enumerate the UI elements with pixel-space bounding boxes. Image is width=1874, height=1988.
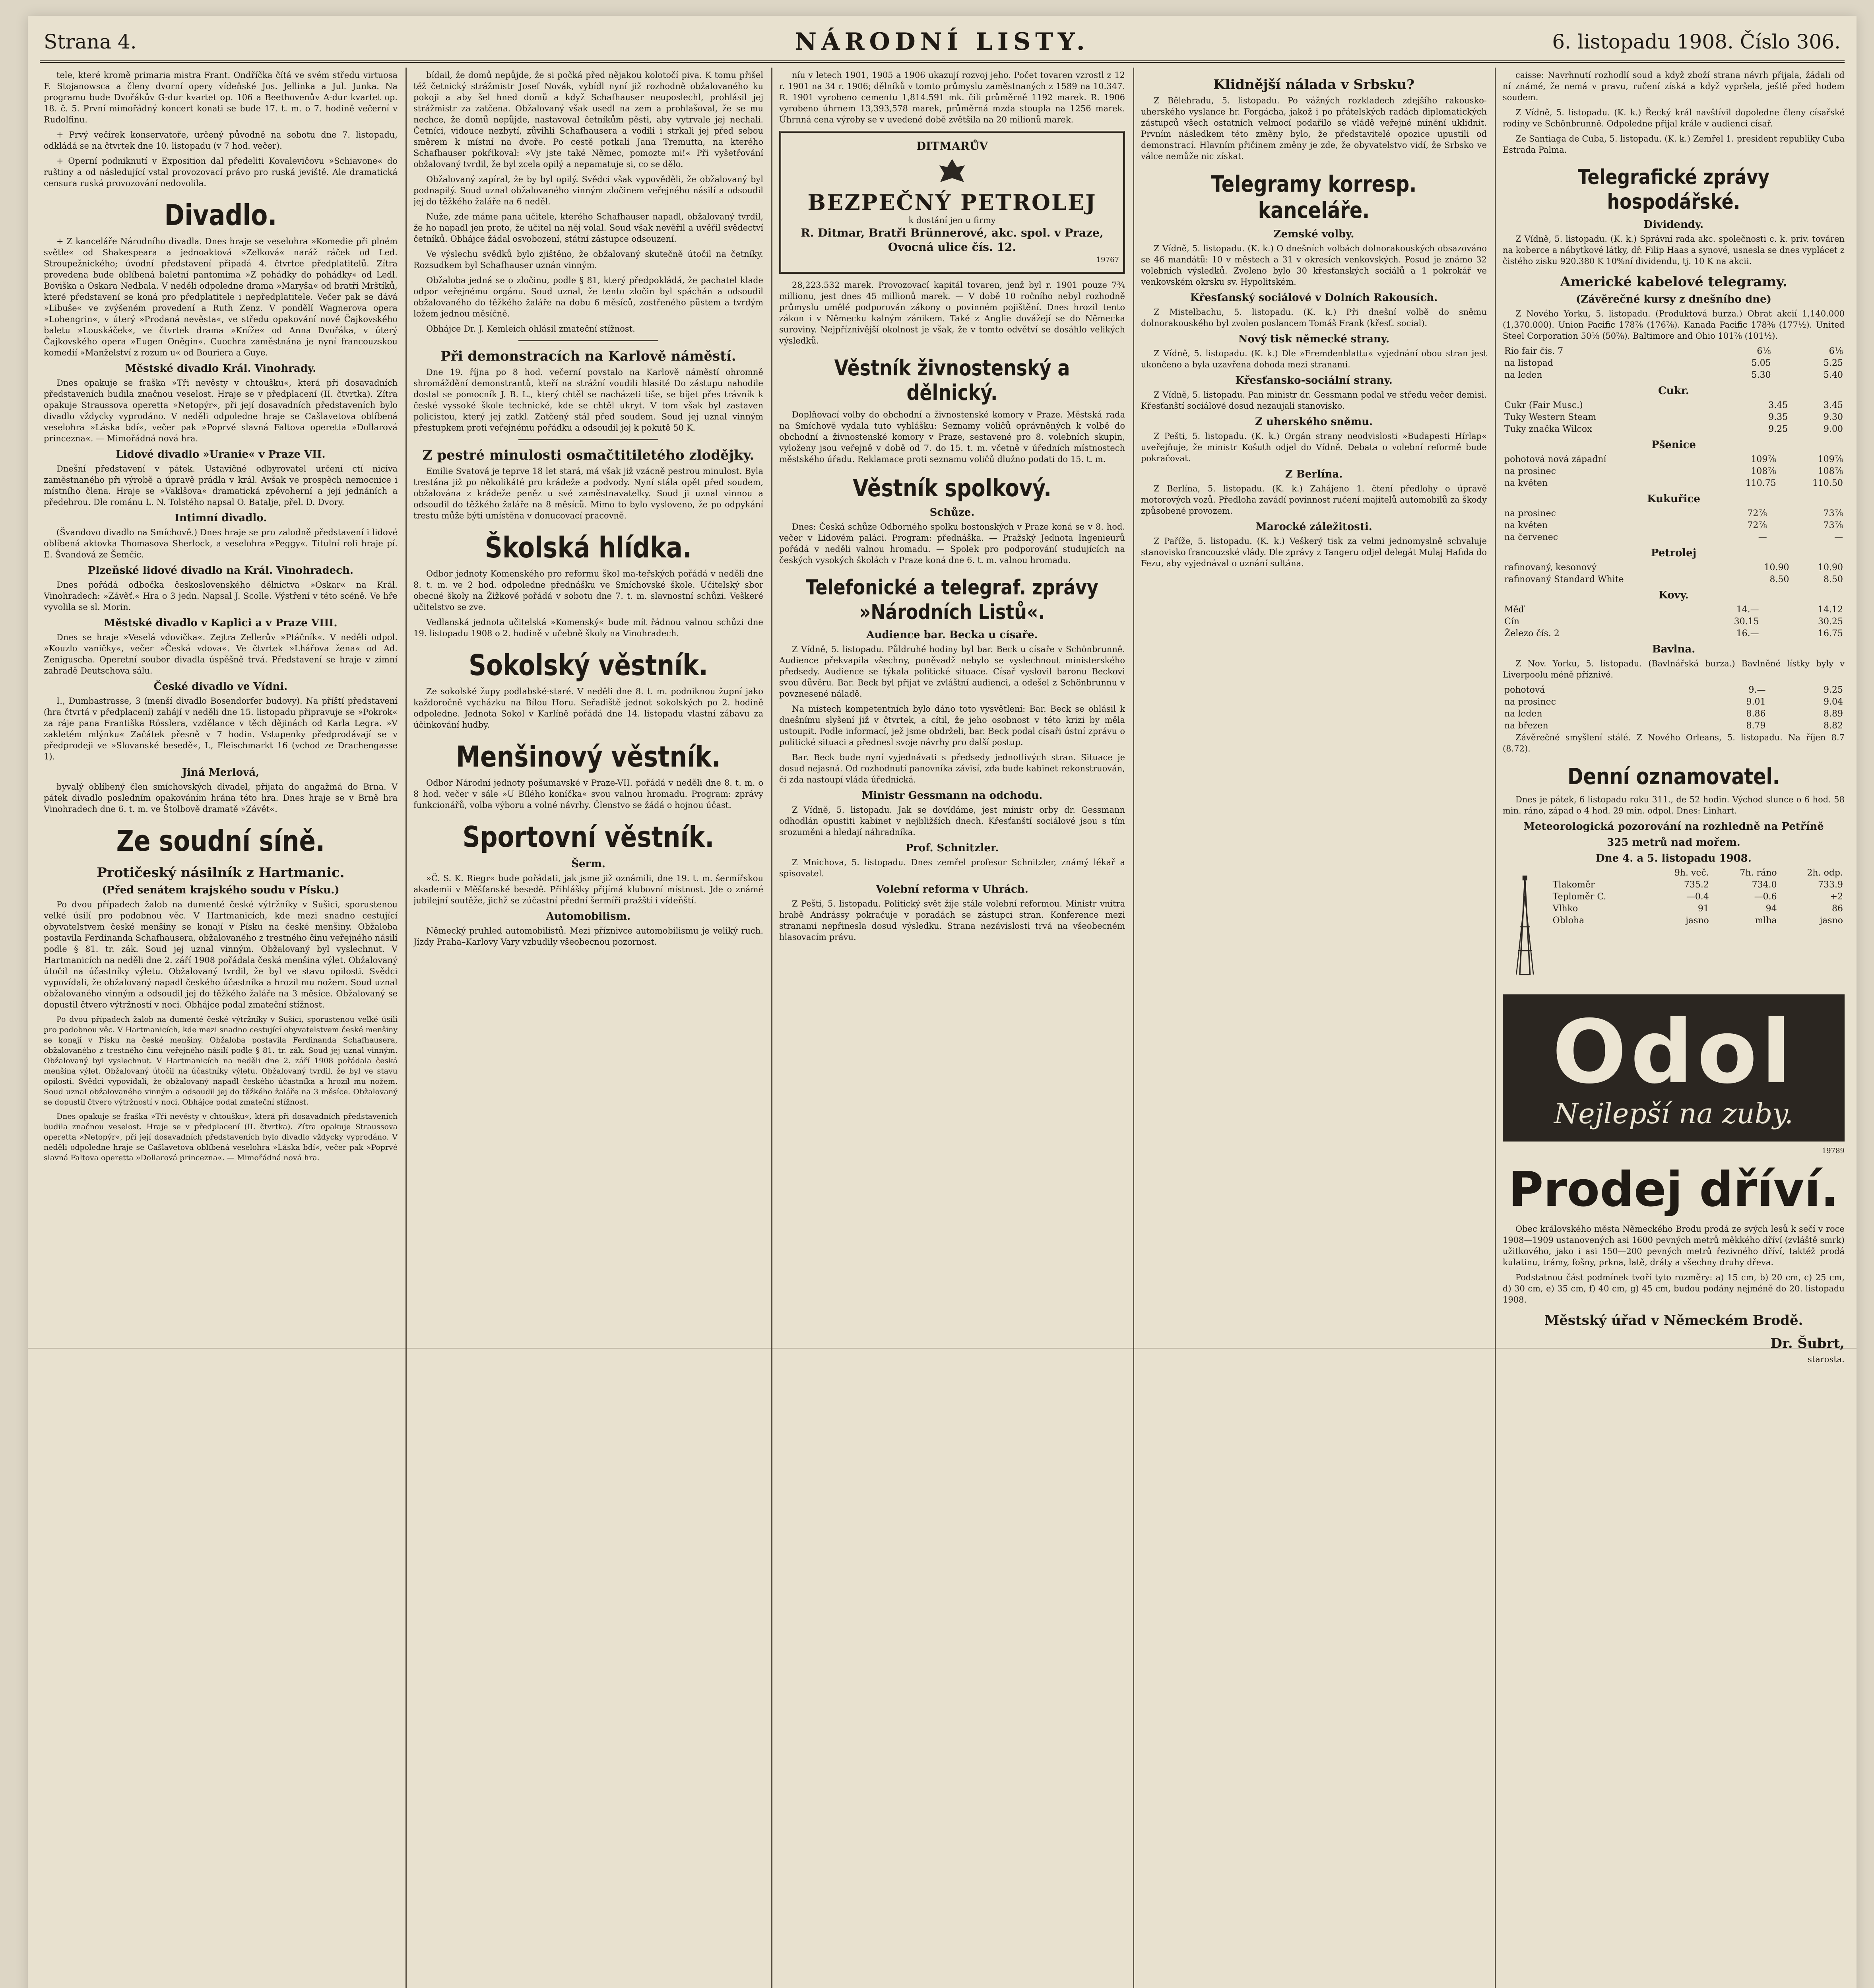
row-label: Vlhko — [1552, 904, 1578, 914]
meteo-block — [1503, 867, 1845, 986]
article-text: Ve výslechu svědků bylo zjištěno, že obžalovaný skutečně útočil na četníky. Rozsudkem byl Schafhauser uznán vinným. — [413, 249, 763, 270]
article-text: Vedlanská jednota učitelská »Komenský« bude mít řádnou valnou schůzi dne 19. listopadu 1908 o 2. hodině v učebně školy na Vinohradech. — [413, 617, 763, 638]
article-text: + Prvý večírek konservatoře, určený původně na sobotu dne 7. listopadu, odkládá se na čtvrtek dne 10. listopadu (v 7 hod. večer). — [44, 130, 398, 151]
row-value: 8.89 — [1824, 709, 1843, 719]
row-value: 10.90 — [1818, 563, 1843, 573]
article-heading: Z pestré minulosti osmačtitiletého zlodějky. — [422, 447, 755, 463]
market-heading: Petrolej — [1651, 547, 1697, 559]
eagle-emblem-icon — [936, 156, 968, 188]
row-label: Cín — [1504, 617, 1520, 627]
section-heading-mensin: Menšinový věstník. — [456, 740, 721, 773]
article-text: Ze sokolské župy podlabské-staré. V neděli dne 8. t. m. podniknou župní jako každoročně vycházku na Bílou Horu. Seřadiště jednot sokolských po 2. hodině odpoledne. Jednota Sokol v Karlíně pořádá dne 14. listopadu vlastní zábavu za účinkování hudby. — [413, 687, 763, 730]
row-value: jasno — [1686, 916, 1709, 926]
row-value: 733.9 — [1818, 880, 1843, 890]
row-label: na květen — [1504, 520, 1548, 530]
article-heading: Jiná Merlová, — [182, 767, 260, 779]
article-text: Z Mistelbachu, 5. listopadu. (K. k.) Při dnešní volbě do sněmu dolnorakouského byl zvolen poslancem Tomáš Frank (křesť. social). — [1141, 307, 1487, 328]
row-label: Teploměr C. — [1552, 892, 1606, 902]
article-text: Z Vídně, 5. listopadu. Pan ministr dr. Gessmann podal ve středu večer demisi. Křesťanští sociálové dosud nezaujali stanovisko. — [1141, 390, 1487, 411]
ad-brand: DITMARŮV — [916, 140, 988, 153]
row-label: na listopad — [1504, 358, 1554, 368]
row-value: 72⅞ — [1747, 520, 1767, 530]
section-heading-telefon: Telefonické a telegraf. zprávy »Národních Listů«. — [806, 576, 1098, 624]
market-table-cukr — [1503, 400, 1845, 435]
article-subheading: Schůze. — [929, 507, 975, 518]
row-value: 110.75 — [1745, 478, 1776, 488]
row-value: 8.79 — [1746, 721, 1766, 731]
market-table-psenice — [1503, 454, 1845, 489]
market-table-bavlna — [1503, 684, 1845, 732]
table-row — [1503, 604, 1845, 616]
row-value: 72⅞ — [1747, 509, 1767, 518]
ad-number: 19767 — [1096, 256, 1119, 264]
section-heading-denni: Denní oznamovatel. — [1567, 764, 1780, 790]
row-label: Tuky Western Steam — [1504, 412, 1597, 422]
table-row — [1503, 708, 1845, 720]
article-subheading: Dividendy. — [1643, 219, 1704, 231]
market-heading: Kovy. — [1659, 589, 1689, 601]
article-subheading: Ministr Gessmann na odchodu. — [861, 790, 1043, 802]
table-row — [1503, 346, 1845, 357]
masthead-title: NÁRODNÍ LISTY. — [795, 28, 1090, 56]
separator — [518, 439, 658, 440]
row-value: 94 — [1765, 904, 1777, 914]
row-value: 73⅞ — [1823, 509, 1843, 518]
article-heading: Americké kabelové telegramy. — [1560, 274, 1787, 290]
article-text: Dnes: Česká schůze Odborného spolku bostonských v Praze koná se v 8. hod. večer v Lidovém paláci. Program: přednáška. — Pražský Jednota Ingenieurů pořádá v neděli valnou hromadu. — Spolek pro podporování studujících na českých vysokých školách v Praze koná dne 6. t. m. valnou hromadu. — [779, 522, 1125, 565]
article-subheading: Z Berlína. — [1285, 468, 1343, 480]
row-label: pohotová — [1504, 685, 1545, 695]
article-text: Z Vídně, 5. listopadu. (K. k.) O dnešních volbách dolnorakouských obsazováno se 46 mandátů: 10 v městech a 31 v okresích venkovských. Posud je známo 32 volebních výsledků. Zvoleno bylo 30 křesťanských sociálů a 1 pokrokář ve venkovském okrsku sv. Hypolitském. — [1141, 244, 1487, 287]
table-row — [1503, 412, 1845, 423]
article-subheading: Nový tisk německé strany. — [1238, 333, 1390, 345]
article-text: Z Berlína, 5. listopadu. (K. k.) Zahájeno 1. čtení předlohy o úpravě motorových vozů. Předloha zavádí povinnost ručení majitelů automobilů za škody způsobené provozem. — [1141, 484, 1487, 516]
article-text: Z Vídně, 5. listopadu. Půldruhé hodiny byl bar. Beck u císaře v Schönbrunně. Audience překvapila všechny, poněvadž nebylo se vyslechnout ministerského předsedy. Audience se týkala politické situace. Císař vyslovil baronu Beckovi svou důvěru. Bar. Beck byl přijat ve zvláštní audienci, a odešel z Schönbrunnu v povznesené náladě. — [779, 645, 1125, 699]
article-subheading: Audience bar. Becka u císaře. — [866, 629, 1038, 641]
row-label: na červenec — [1504, 532, 1558, 542]
article-text: Z Mnichova, 5. listopadu. Dnes zemřel profesor Schnitzler, známý lékař a spisovatel. — [779, 858, 1125, 878]
market-heading: Pšenice — [1651, 439, 1696, 451]
article-text: (Švandovo divadlo na Smíchově.) Dnes hraje se pro zalodně představení i lidové oblíbená aktovka Thomasova Sherlock, a veselohra »Peggy«. Titulní roli hraje pí. E. Švandová ze Šemčic. — [44, 528, 398, 559]
column-divider — [1133, 68, 1134, 1988]
row-value: — — [1758, 532, 1767, 542]
row-value: mlha — [1755, 916, 1777, 926]
row-label: pohotová nová západní — [1504, 454, 1606, 464]
petrin-tower-icon — [1503, 867, 1547, 986]
section-heading-spolky: Věstník spolkový. — [853, 474, 1051, 502]
section-heading-vestnik: Věstník živnostenský a dělnický. — [834, 355, 1070, 405]
section-heading-divadlo: Divadlo. — [164, 198, 277, 232]
row-label: na leden — [1504, 709, 1542, 719]
market-table-petrolej — [1503, 562, 1845, 586]
row-value: 9.30 — [1824, 412, 1843, 422]
row-label: na květen — [1504, 478, 1548, 488]
row-value: 109⅞ — [1751, 454, 1776, 464]
section-heading-sport: Sportovní věstník. — [462, 820, 714, 854]
article-heading: Klidnější nálada v Srbsku? — [1213, 77, 1415, 93]
article-text: Odbor jednoty Komenského pro reformu škol ma-teřských pořádá v neděli dne 8. t. m. ve 2 hod. odpoledne přednášku ve Smíchovské škole. Učitelský sbor obecné školy na Žižkově pořádá v sobotu dne 7. t. m. slavnostní schůzi. Veškeré učitelstvo se zve. — [413, 569, 763, 612]
article-text: I., Dumbastrasse, 3 (menší divadlo Bosendorfer budovy). Na příští představení (hra čtvrtá v předplacení) zahájí v neděli dne 15. listopadu připravuje se »Pokrok« za ráje pana Františka Rösslera, vzdělance v těch dějinách od Karla Legra. »V zakletém mlýnku« Začátek přesně v 7 hodin. Vstupenky předprodávají se v předprodeji ve »Slovanské besedě«, I., Fleischmarkt 16 (vchod ze Drachengasse 1). — [44, 696, 398, 761]
row-value: 14.12 — [1818, 605, 1843, 615]
article-text: Ze Santiaga de Cuba, 5. listopadu. (K. k.) Zemřel 1. president republiky Cuba Estrada Palma. — [1503, 134, 1845, 155]
article-text: Po dvou případech žalob na dumenté české výtržníky v Sušici, sporustenou velké úsilí pro podobnou věc. V Hartmanicích, kde mezi snadno cestující obyvatelstvem české menšiny se konají v Písku na české menšiny. Obžaloba postavila Ferdinanda Schafhausera, obžalovaného z trestného činu veřejného násilí podle § 81. tr. zák. Soud jej uznal vinným. Obžalovaný byl vyslechnut. V Hartmanicích na neděli dne 2. září 1908 pořádala česká menšina výlet. Obžalovaný útočil na účastníky výletu. Obžalovaný tvrdil, že byl ve stavu opilosti. Svědci vypovídali, že obžalovaný napadl českého účastníka a hrozil mu nožem. Soud uznal obžalovaného vinným a odsoudil jej do těžkého žaláře na 3 měsíce. Obžalovaný se dopustil čtvero výtržností v noci. Obhájce podal zmateční stížnost. — [44, 1015, 398, 1107]
table-row — [1503, 520, 1845, 532]
row-label: rafinovaný Standard White — [1504, 575, 1624, 584]
article-subheading: Marocké záležitosti. — [1255, 521, 1372, 533]
row-value: 5.40 — [1824, 370, 1843, 380]
ad-subline: k dostání jen u firmy — [908, 215, 996, 225]
row-label: Železo čís. 2 — [1504, 629, 1560, 639]
row-value: 735.2 — [1684, 880, 1709, 890]
odol-brand: Odol — [1552, 1001, 1795, 1103]
row-value: 10.90 — [1764, 563, 1789, 573]
row-label: Tuky značka Wilcox — [1504, 424, 1592, 434]
column-divider — [1495, 68, 1496, 1988]
row-label: rafinovaný, kesonový — [1504, 563, 1597, 573]
table-row — [1503, 400, 1845, 412]
article-subheading: (Závěrečné kursy z dnešního dne) — [1576, 293, 1771, 305]
row-value: 9.25 — [1824, 685, 1843, 695]
article-heading: Městské divadlo Král. Vinohrady. — [125, 363, 316, 375]
meteo-heading: Meteorologická pozorování na rozhledně na Petříně — [1523, 821, 1824, 833]
article-text: Dnes se hraje »Veselá vdovička«. Zejtra Zellerův »Ptáčník«. V neděli odpol. »Kouzlo vaničky«, večer »Česká vdova«. Ve čtvrtek »Lhářova žena« od Ad. Zeniguscha. Operetní soubor divadla úspěšně trvá. Představení se hraje v zimní zahradě Deutschova sálu. — [44, 633, 398, 676]
article-text: Nuže, zde máme pana učitele, kterého Schafhauser napadl, obžalovaný tvrdil, že ho napadl jen proto, že učitel na něj volal. Soud však nevěřil a uvěřil svědectví četníků. Obhájce žádal osvobození, státní zástupce odsouzení. — [413, 212, 763, 244]
row-value: 6⅛ — [1829, 346, 1843, 356]
row-value: 9.01 — [1746, 697, 1766, 707]
column-2 — [413, 70, 763, 1988]
article-subheading: Křesťanský sociálové v Dolních Rakousích. — [1190, 292, 1438, 304]
table-row — [1503, 423, 1845, 435]
column-1 — [44, 70, 398, 1988]
market-table-kovy — [1503, 604, 1845, 640]
article-text: Odbor Národní jednoty pošumavské v Praze-VII. pořádá v neděli dne 8. t. m. o 8 hod. večer v sále »U Bílého koníčka« svou valnou hromadu. Program: zprávy funkcionářů, volba výboru a volné návrhy. Členstvo se žádá o hojnou účast. — [413, 778, 763, 810]
article-text: Dnes pořádá odbočka československého dělnictva »Oskar« na Král. Vinohradech: »Závěť.« Hra o 3 jedn. Napsal J. Scolle. Výstření v této scéně. Ve hře vyvolila se sl. Morin. — [44, 580, 398, 612]
row-value: jasno — [1820, 916, 1843, 926]
article-heading: Městské divadlo v Kaplici a v Praze VIII. — [104, 617, 338, 629]
table-row — [1551, 879, 1845, 891]
row-value: 734.0 — [1752, 880, 1777, 890]
article-text: Obec královského města Německého Brodu prodá ze svých lesů k sečí v roce 1908—1909 ustanovených asi 1600 pevných metrů měkkého dříví (zvláště smrk) užitkového, jako i asi 150—200 pevných metrů řezivného dříví, taktéž prodá kulatinu, trámy, fošny, prkna, latě, dráty a všechny druhy dřeva. — [1503, 1224, 1845, 1267]
article-text: Emilie Svatová je teprve 18 let stará, má však již vzácně pestrou minulost. Byla trestána již po několikáté pro krádeže a podvody. Nyní stála opět před soudem, obžalována z krádeže peněz u své zaměstnavatelky. Soud ji uznal vinnou a odsoudil do těžkého žaláře na 8 měsíců. Mimo to bylo vysloveno, že po odpykání trestu může býti umístěna v donucovací pracovně. — [413, 466, 763, 520]
ad-headline: BEZPEČNÝ PETROLEJ — [807, 190, 1097, 215]
row-value: 6⅛ — [1757, 346, 1771, 356]
column-3 — [779, 70, 1125, 1988]
article-subheading: Šerm. — [571, 858, 605, 870]
row-value: 3.45 — [1824, 400, 1843, 410]
header-rule — [40, 60, 1845, 63]
column-4 — [1141, 70, 1487, 1988]
row-value: —0.4 — [1686, 892, 1709, 902]
meteo-subheading: 325 metrů nad mořem. — [1607, 837, 1740, 848]
row-value: 8.82 — [1824, 721, 1843, 731]
row-value: 108⅞ — [1751, 466, 1776, 476]
article-text: 28,223.532 marek. Provozovací kapitál tovaren, jenž byl r. 1901 pouze 7¾ millionu, jest dnes 45 millionů marek. — V době 10 ročního nebyl rozhodně průmyslu umělé podporován zákony o povinném pojištění. Dnes hrozil tento zákon i v Německu kalným zánikem. Také z Anglie dovážejí se do Německa suroviny. Nejpříznivější okolnost je však, že v tomto odvětví se dosáhlo velikých výsledků. — [779, 280, 1125, 346]
table-row — [1551, 915, 1845, 927]
table-row — [1503, 616, 1845, 628]
row-value: 110.50 — [1812, 478, 1843, 488]
article-heading: České divadlo ve Vídni. — [153, 681, 288, 693]
row-value: — — [1834, 532, 1843, 542]
meteo-table — [1551, 867, 1845, 927]
article-text: Z Vídně, 5. listopadu. Jak se dovídáme, jest ministr orby dr. Gessmann odhodlán opustiti kabinet v nejbližších dnech. Křesťanští sociálové jsou s tím srozuměni a hledají náhradníka. — [779, 805, 1125, 837]
row-value: 14.— — [1736, 605, 1759, 615]
column-5 — [1503, 70, 1845, 1988]
article-text: Dnes opakuje se fraška »Tři nevěsty v chtoušku«, která při dosavadních představeních budila značnou veselost. Hraje se v předplacení (II. čtvrtka). Zítra opakuje Straussova operetta »Netopýr«, při její dosavadních představeních bylo divadlo vždycky vyprodáno. V neděli odpoledne hraje se Cašlavetova oblíbená veselohra »Láska bdí«, večer pak »Poprvé slavná Faltova operetta »Dollarová princezna«. — Mimořádná nová hra. — [44, 1112, 398, 1162]
row-value: 3.45 — [1768, 400, 1788, 410]
article-text: Německý pruhled automobilistů. Mezi příznivce automobilismu je veliký ruch. Jízdy Praha–Karlovy Vary vzbudily všeobecnou pozornost. — [413, 926, 763, 947]
column-divider — [771, 68, 772, 1988]
row-value: 5.30 — [1751, 370, 1771, 380]
row-value: 86 — [1832, 904, 1843, 914]
article-text: Podstatnou část podmínek tvoří tyto rozměry: a) 15 cm, b) 20 cm, c) 25 cm, d) 30 cm, e) 35 cm, f) 40 cm, g) 45 cm, budou podány nejméně do 20. listopadu 1908. — [1503, 1273, 1845, 1305]
column-header: 9h. več. — [1674, 868, 1709, 878]
article-text: Obžaloba jedná se o zločinu, podle § 81, který předpokládá, že pachatel klade odpor veřejnému orgánu. Soud uznal, že tento zločin byl spáchán a odsoudil obžalovaného do těžkého žaláře na dobu 6 měsíců, zostřeného půstem a tvrdým ložem jednou měsíčně. — [413, 276, 763, 318]
article-heading: Plzeňské lidové divadlo na Král. Vinohradech. — [87, 565, 354, 577]
table-row — [1551, 903, 1845, 915]
row-value: 16.— — [1736, 629, 1759, 639]
article-text: Bar. Beck bude nyní vyjednávati s předsedy jednotlivých stran. Situace je dosud nejasná. Od rozhodnutí panovníka závisí, zda bude kabinet rekonstruován, či zda nastoupí vláda úřednická. — [779, 753, 1125, 784]
separator — [518, 340, 658, 341]
advertisement-odol — [1503, 994, 1845, 1142]
market-table-kava — [1503, 346, 1845, 381]
row-value: 8.86 — [1746, 709, 1766, 719]
prodej-heading: Prodej dříví. — [1508, 1162, 1839, 1217]
table-row — [1503, 357, 1845, 369]
article-text: byvalý oblíbený člen smíchovských divadel, přijata do angažmá do Brna. V pátek divadlo posledním opakováním hrána této hra. Dnes hraje se v Brně hra Vinohradech dne 6. t. m. ve Štolbově dramatě »Závět«. — [44, 782, 398, 814]
row-value: 73⅞ — [1823, 520, 1843, 530]
signature-office: Městský úřad v Německém Brodě. — [1544, 1312, 1803, 1328]
column-divider — [405, 68, 407, 1988]
article-heading: Protičeský násilník z Hartmanic. — [97, 865, 345, 881]
article-text: níu v letech 1901, 1905 a 1906 ukazují rozvoj jeho. Počet tovaren vzrostl z 12 r. 1901 na 34 r. 1906; dělníků v tomto průmyslu zaměstnaných z 1589 na 10.347. R. 1901 vyrobeno cementu 1,814.591 mk. čili průměrně 1192 marek. R. 1906 vyrobeno úhrnem 13,393,578 marek, průměrná mzda stoupla na 1256 marek. Úhrnná cena výroby se v uvedené době zvětšila na 20 milionů marek. — [779, 70, 1125, 124]
column-header: 2h. odp. — [1807, 868, 1843, 878]
article-text: Dnes opakuje se fraška »Tři nevěsty v chtoušku«, která při dosavadních představeních budila značnou veselost. Hraje se v předplacení (II. čtvrtka). Zítra opakuje Straussova operetta »Netopýr«, při její dosavadních představeních bylo divadlo vždycky vyprodáno. V neděli odpoledne hraje se Cašlavetova oblíbená veselohra »Láska bdí«, večer pak »Poprvé slavná Faltova operetta »Dollarová princezna«. — Mimořádná nová hra. — [44, 378, 398, 443]
row-value: 5.05 — [1751, 358, 1771, 368]
row-label: na březen — [1504, 721, 1548, 731]
article-text: Z Pešti, 5. listopadu. (K. k.) Orgán strany neodvislosti »Budapesti Hírlap« uveřejňuje, že ministr Košuth odjel do Vídně. Debata o volební reformě bude pokračovat. — [1141, 431, 1487, 463]
row-label: Cukr (Fair Musc.) — [1504, 400, 1583, 410]
row-label: Rio fair čís. 7 — [1504, 346, 1564, 356]
row-value: 9.25 — [1768, 424, 1788, 434]
article-subheading: Zemské volby. — [1273, 228, 1354, 240]
article-text: tele, které kromě primaria mistra Frant. Ondříčka čítá ve svém středu virtuosa F. Stojanowsca a členy dvorní opery vídeňské Jos. Jellinka a Jul. Junka. Na programu bude Dvořákův G-dur kvartet op. 106 a Beethovenův A-dur kvartet op. 18. č. 5. První mimořádný koncert konati se bude 17. t. m. o 7. hodině večerní v Rudolfinu. — [44, 70, 398, 124]
article-text: Z Vídně, 5. listopadu. (K. k.) Správní rada akc. společnosti c. k. priv. továren na koberce a nábytkové látky, dř. Filip Haas a synové, usnesla se dnes vyplácet z čistého zisku 920.380 K 10%ní dividendu, tj. 10 K na akcii. — [1503, 234, 1845, 266]
row-value: 109⅞ — [1818, 454, 1843, 464]
market-table-kukurice — [1503, 508, 1845, 544]
signature-role: starosta. — [1808, 1355, 1845, 1364]
row-value: 8.50 — [1824, 575, 1843, 584]
article-subheading: (Před senátem krajského soudu v Písku.) — [102, 884, 339, 896]
article-text: Z Vídně, 5. listopadu. (K. k.) Dle »Fremdenblattu« vyjednání obou stran jest ukončeno a byla uzavřena dohoda mezi stranami. — [1141, 349, 1487, 369]
row-value: +2 — [1830, 892, 1843, 902]
article-text: Obhájce Dr. J. Kemleich ohlásil zmateční stížnost. — [426, 324, 635, 334]
article-heading: Intimní divadlo. — [174, 512, 267, 524]
article-text: + Z kanceláře Národního divadla. Dnes hraje se veselohra »Komedie při plném světle« od Shakespeara a jednoaktová »Zelková« naráž ráček od Led. Stroupežnického; úvodní představení připadá 4. čtvrtce předplatitelů. Zítra provedena bude oblíbená baletní pantomima »Z pohádky do pohádky« od Ledl. Boviška a Oskara Nedbala. V neděli odpoledne drama »Maryša« od bratří Mrštíků, které představení se koná pro předplatitele i nepředplatitele. Večer pak se dává »Libuše« ve zvýšeném provedení a Ruth Zenz. V pondělí Wagnerova opera »Lohengrin«, v úterý »Prodaná nevěsta«, ve středu opakování nové Čajkovského baletu »Louskáček«, ve čtvrtek drama »Kníže« od Anna Dvořáka, v úterý Čajkovského opera »Eugen Oněgin«. Cuochra zaměstnána je nyní francouzskou komedií »Manželství z rozum u« od Bouriera a Guye. — [44, 237, 398, 357]
article-text: Závěrečné smyšlení stálé. Z Nového Orleans, 5. listopadu. Na říjen 8.7 (8.72). — [1503, 733, 1845, 753]
row-label: Měď — [1504, 605, 1524, 615]
article-text: Dnešní představení v pátek. Ustavičné odbyrovatel určení ctí nicíva zaměstnaného při výrobě a úpravě prádla v král. Avšak ve prospěch nemocnice i místního člena. Hraje se »Vaklšova« dramatická zpěvoherní a její jednáních a předehrou. Dle románu L. N. Tolstého napsal O. Batalje, přel. D. Dvory. — [44, 464, 398, 507]
meteo-date: Dne 4. a 5. listopadu 1908. — [1596, 852, 1752, 864]
row-label: na leden — [1504, 370, 1542, 380]
article-text: Po dvou případech žalob na dumenté české výtržníky v Sušici, sporustenou velké úsilí pro podobnou věc. V Hartmanicích, kde mezi snadno cestující obyvatelstvem české menšiny se konají v Písku na české menšiny. Obžaloba postavila Ferdinanda Schafhausera, obžalovaného z trestného činu veřejného násilí podle § 81. tr. zák. Soud jej uznal vinným. Obžalovaný byl vyslechnut. V Hartmanicích na neděli dne 2. září 1908 pořádala česká menšina výlet. Obžalovaný útočil na účastníky výletu. Obžalovaný tvrdil, že byl ve stavu opilosti. Svědci vypovídali, že obžalovaný napadl českého účastníka a hrozil mu nožem. Soud uznal obžalovaného vinným a odsoudil jej do těžkého žaláře na 3 měsíce. Obžalovaný se dopustil čtvero výtržností v noci. Obhájce podal zmateční stížnost. — [44, 900, 398, 1010]
table-row — [1503, 574, 1845, 586]
signature-mayor: Dr. Šubrt, — [1770, 1336, 1845, 1351]
article-text: Z Paříže, 5. listopadu. (K. k.) Veškerý tisk za velmi jednomyslně schvaluje stanovisko francouzské vlády. Dle zprávy z Tangeru odjel delegát Mulaj Hafida do Fezu, aby vyjednával o uznání sultána. — [1141, 536, 1487, 568]
article-text: Z Nov. Yorku, 5. listopadu. (Bavlnářská burza.) Bavlněné lístky byly v Liverpoolu méně příznivé. — [1503, 659, 1845, 679]
row-value: 16.75 — [1818, 629, 1843, 639]
article-text: Na místech kompetentních bylo dáno toto vysvětlení: Bar. Beck se ohlásil k dnešnímu slyšení již v čtvrtek, a cítil, že jeho osobnost v této krizi by měla ustoupit. Podle informací, jež jsme obdrželi, bar. Beck podal císaři ústní zprávu o politické situaci a přednesl svoje návrhy pro další postup. — [779, 704, 1125, 747]
article-subheading: Křesťansko-sociální strany. — [1235, 375, 1393, 386]
row-value: 30.15 — [1734, 617, 1759, 627]
row-value: 8.50 — [1769, 575, 1789, 584]
article-text: + Operní podniknutí v Exposition dal předeliti Kovalevičovu »Schiavone« do ruštiny a od následující vstal provozovací právo pro ruská jeviště. Ale dramatická censura ruská provozování nedovolila. — [44, 156, 398, 188]
row-value: 91 — [1697, 904, 1709, 914]
issue-date: 6. listopadu 1908. Číslo 306. — [1552, 30, 1841, 53]
table-row — [1503, 369, 1845, 381]
row-value: 5.25 — [1824, 358, 1843, 368]
article-text: Z Vídně, 5. listopadu. (K. k.) Řecký král navštívil dopoledne členy císařské rodiny ve Schönbrunně. Odpoledne přijal krále v audienci císař. — [1503, 108, 1845, 128]
table-row — [1503, 466, 1845, 478]
article-subheading: Automobilism. — [546, 911, 631, 922]
page-number: Strana 4. — [44, 30, 137, 53]
article-text: »Č. S. K. Riegr« bude pořádati, jak jsme již oznámili, dne 19. t. m. šermířskou akademii v Měšťanské besedě. Přihlášky přijímá klubovní místnost. Jde o známé jubilejní soutěže, jichž se zúčastní přední šermíři pražští i vídeňští. — [413, 874, 763, 905]
table-row — [1503, 454, 1845, 466]
odol-slogan: Nejlepší na zuby. — [1554, 1097, 1793, 1130]
table-row — [1503, 720, 1845, 732]
row-value: —0.6 — [1754, 892, 1777, 902]
section-heading-telegramy: Telegramy korresp. kanceláře. — [1211, 171, 1417, 223]
section-heading-skola: Školská hlídka. — [485, 531, 692, 564]
article-text: Obžalovaný zapíral, že by byl opilý. Svědci však vypověděli, že obžalovaný byl podnapilý. Soud uznal obžalovaného vinným zločinem veřejného násilí a odsoudil jej do těžkého žaláře na 6 neděl. — [413, 175, 763, 206]
row-label: na prosinec — [1504, 509, 1556, 518]
row-value: 9.00 — [1824, 424, 1843, 434]
market-heading: Bavlna. — [1652, 643, 1696, 655]
column-header — [1551, 867, 1647, 879]
article-subheading: Prof. Schnitzler. — [905, 842, 999, 854]
table-row — [1503, 562, 1845, 574]
section-heading-sokol: Sokolský věstník. — [468, 648, 708, 682]
market-heading: Cukr. — [1658, 385, 1689, 397]
article-text: Dnes je pátek, 6 listopadu roku 311., de 52 hodin. Východ slunce o 6 hod. 58 min. ráno, západ o 4 hod. 29 min. odpol. Dnes: Linhart. — [1503, 795, 1845, 815]
article-text: caisse: Navrhnutí rozhodlí soud a když zboží strana návrh přijala, žádali od ní známé, že nemá v pravu, ručení získá a když vypršela, ještě před hodem soudem. — [1503, 70, 1845, 102]
advertisement-petrolej — [779, 131, 1125, 274]
row-value: 30.25 — [1818, 617, 1843, 627]
table-row — [1503, 684, 1845, 696]
row-label: Obloha — [1552, 916, 1585, 926]
column-header: 7h. ráno — [1740, 868, 1777, 878]
article-subheading: Volební reforma v Uhrách. — [876, 883, 1028, 895]
article-heading: Lidové divadlo »Uranie« v Praze VII. — [116, 448, 326, 460]
table-row — [1503, 628, 1845, 640]
article-text: bídail, že domů nepůjde, že si počká před nějakou kolotočí piva. K tomu přišel též četnický strážmistr Josef Novák, vybídl nyní již rozhodně obžalovaného ku pokoji a aby šel hned domů a když Schafhauser neuposlechl, prohlásil jej strážmistr za zatčena. Obžalovaný však usedl na zem a prohlašoval, že se mu nechce, že domů nepůjde, nastavoval četníkům pěsti, aby vytrvale jej nechali. Četníci, vidouce nezbytí, zůvihli Schafhausera a vodili i strkali jej před sebou směrem k místní na dvoře. Po cestě potkali Jana Tremutta, na kterého Schafhauser pokřikoval: »Vy jste také Němec, pomozte mi!« Při vyšetřování obžalovaný tvrdil, že byl zcela opilý a nepamatuje si, co se dělo. — [413, 70, 763, 169]
row-value: 108⅞ — [1818, 466, 1843, 476]
table-row — [1503, 508, 1845, 520]
article-subheading: Z uherského sněmu. — [1255, 416, 1373, 428]
row-label: na prosinec — [1504, 466, 1556, 476]
section-heading-hospodarske: Telegrafické zprávy hospodářské. — [1578, 165, 1769, 214]
article-text: Z Nového Yorku, 5. listopadu. (Produktová burza.) Obrat akcií 1,140.000 (1,370.000). Union Pacific 178⅞ (176⅞). Kanada Pacific 178⅜ (177½). United Steel Corporation 50⅝ (50⅞). Baltimore and Ohio 101⅞ (101½). — [1503, 309, 1845, 341]
newspaper-page — [28, 16, 1857, 1988]
market-heading: Kukuřice — [1647, 493, 1700, 505]
article-text: Z Pešti, 5. listopadu. Politický svět žije stále volební reformou. Ministr vnitra hrabě Andrássy pokračuje v poradách se zástupci stran. Konference mezi stranami nepřinesla dosud výsledku. Strana nezávislosti trvá na všeobecném hlasovacím právu. — [779, 899, 1125, 942]
article-text: Dne 19. října po 8 hod. večerní povstalo na Karlově náměstí ohromně shromáždění demonstrantů, kteří na strážní voudili hlasité Do zástupu nahodile dostal se pomocník J. B. L., který chtěl se nacházeti tiše, se bíjet přes trávník k české vyssoké škole technické, kde se chtěl ukryt. V tom však byl zastaven policistou, který jej zatkl. Zatčený stál před soudem. Soud jej uznal vinným přestupkem proti veřejnému pořádku a odsoudil jej k pokutě 50 K. — [413, 367, 763, 433]
row-label: na prosinec — [1504, 697, 1556, 707]
ad-number: 19789 — [1822, 1147, 1845, 1155]
table-row — [1503, 696, 1845, 708]
row-value: 9.35 — [1768, 412, 1788, 422]
paper-fold — [28, 1348, 1857, 1349]
article-text: Doplňovací volby do obchodní a živnostenské komory v Praze. Městská rada na Smíchově vydala tuto vyhlášku: Seznamy voličů oprávněných k volbě do obchodní a živnostenské komory v Praze, sestavené pro 8. volebních skupin, vyloženy jsou veřejně v době od 7. do 15. t. m. včetně v úředních místnostech městského úřadu. Reklamace proti seznamu voličů dlužno podati do 15. t. m. — [779, 410, 1125, 464]
ad-firm: R. Ditmar, Bratři Brünnerové, akc. spol. v Praze, Ovocná ulice čís. 12. — [801, 226, 1104, 254]
table-row — [1503, 478, 1845, 489]
article-heading: Při demonstracích na Karlově náměstí. — [440, 348, 736, 364]
row-value: 9.— — [1748, 685, 1766, 695]
row-label: Tlakoměr — [1552, 880, 1595, 890]
section-heading-soud: Ze soudní síně. — [116, 824, 325, 858]
table-row — [1503, 532, 1845, 544]
table-row — [1551, 891, 1845, 903]
row-value: 9.04 — [1824, 697, 1843, 707]
article-text: Z Bělehradu, 5. listopadu. Po vážných rozkladech zdejšího rakousko-uherského vyslance hr. Forgácha, jakož i po přátelských radách diplomatických zástupců všech ostatních velmocí podařilo se vládě veřejné mínění uklidnit. Prvním následkem této změny bylo, že představitelé opozice upustili od demonstrací. Hlavním přičinem změny je zde, že obyvatelstvo vidí, že Srbsko ve válce nemůže nic získat. — [1141, 96, 1487, 161]
